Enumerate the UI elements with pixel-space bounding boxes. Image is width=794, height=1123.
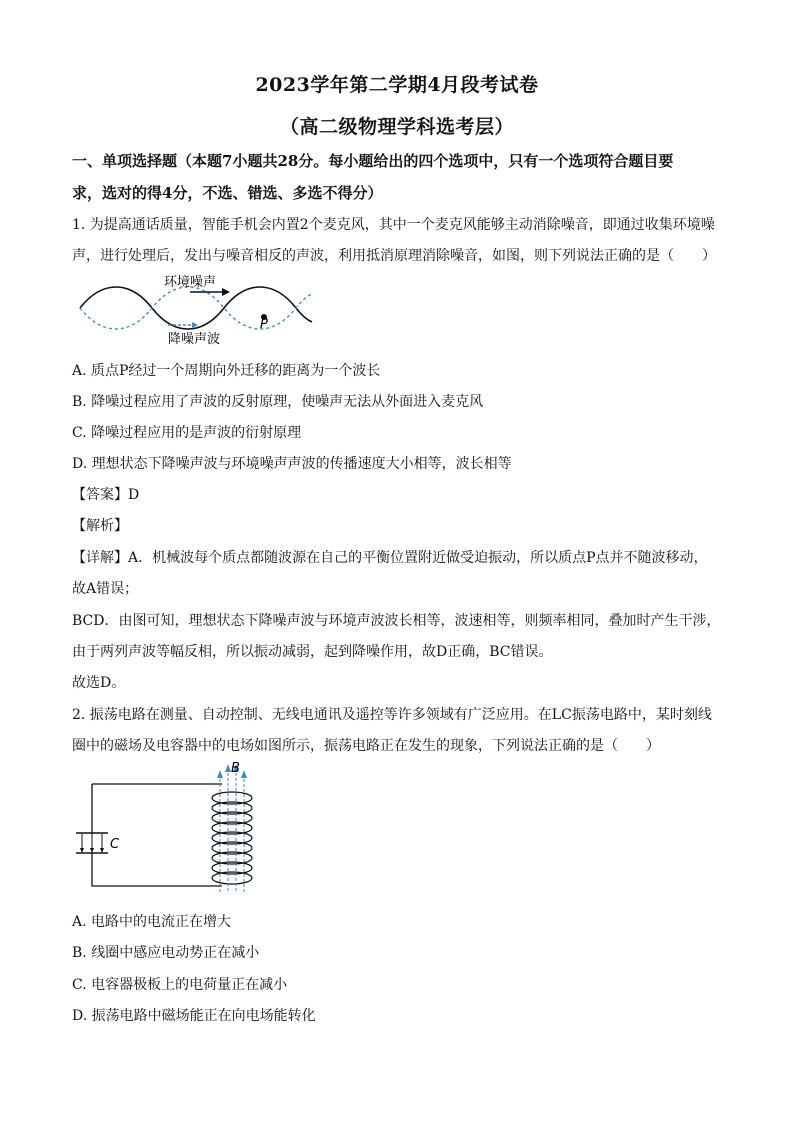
section-heading-line2: 求，选对的得4分，不选、错选、多选不得分） [72, 184, 383, 202]
q2-option-a: A. 电路中的电流正在增大 [72, 914, 232, 930]
q1-option-a: A. 质点P经过一个周期向外迁移的距离为一个波长 [72, 363, 381, 379]
label-magnetic-field: B [231, 761, 240, 776]
exam-subtitle: （高二级物理学科选考层） [279, 116, 514, 138]
label-anti-noise: 降噪声波 [168, 332, 221, 347]
q1-detail-line4: 由于两列声波等幅反相，所以振动减弱，起到降噪作用，故D正确，BC错误。 [72, 644, 553, 660]
q2-stem-line1: 2. 振荡电路在测量、自动控制、无线电通讯及遥控等许多领域有广泛应用。在LC振荡电路中，某时刻线 [72, 707, 712, 723]
q1-wave-figure [72, 270, 332, 350]
q1-stem-line2: 声，进行处理后，发出与噪音相反的声波，利用抵消原理消除噪音，如图，则下列说法正确的是（ ） [72, 248, 716, 264]
q2-option-b: B. 线圈中感应电动势正在减小 [72, 945, 260, 961]
q1-answer: 【答案】D [72, 487, 140, 503]
q1-detail-line2: 故A错误； [72, 581, 139, 597]
label-ambient-noise: 环境噪声 [164, 275, 217, 290]
q1-detail-line5: 故选D。 [72, 675, 126, 691]
circuit-wire [92, 784, 222, 886]
bfield-arrow-4 [241, 770, 247, 778]
section-heading-line1: 一、单项选择题（本题7小题共28分。每小题给出的四个选项中，只有一个选项符合题目要 [72, 152, 674, 170]
q1-option-d: D. 理想状态下降噪声波与环境噪声声波的传播速度大小相等，波长相等 [72, 456, 512, 472]
coil-windings [212, 792, 252, 884]
q1-detail-line3: BCD．由图可知，理想状态下降噪声波与环境声波波长相等，波速相等，则频率相同，叠加时产生干涉， [72, 613, 721, 629]
q2-option-d: D. 振荡电路中磁场能正在向电场能转化 [72, 1008, 316, 1024]
q2-stem-line2: 圈中的磁场及电容器中的电场如图所示，振荡电路正在发生的现象，下列说法正确的是（ ） [72, 738, 660, 754]
noise-arrow-head [222, 288, 230, 296]
q1-stem-line1: 1. 为提高通话质量，智能手机会内置2个麦克风，其中一个麦克风能够主动消除噪音，即通过收集环境噪 [72, 217, 715, 233]
anti-noise-wave [80, 287, 312, 329]
q1-analysis-tag: 【解析】 [72, 518, 128, 534]
label-capacitor: C [110, 837, 120, 852]
q1-option-b: B. 降噪过程应用了声波的反射原理，使噪声无法从外面进入麦克风 [72, 394, 484, 410]
q2-option-c: C. 电容器极板上的电荷量正在减小 [72, 977, 288, 993]
bfield-arrow-1 [217, 770, 223, 778]
q1-detail-line1: 【详解】A．机械波每个质点都随波源在自己的平衡位置附近做受迫振动，所以质点P点并不随波移动， [72, 550, 708, 566]
q1-option-c: C. 降噪过程应用的是声波的衍射原理 [72, 425, 302, 441]
ambient-noise-wave [80, 287, 312, 329]
q2-lc-circuit-figure [72, 758, 272, 898]
label-point-p: P [260, 317, 268, 332]
exam-title: 2023学年第二学期4月段考试卷 [255, 74, 539, 96]
